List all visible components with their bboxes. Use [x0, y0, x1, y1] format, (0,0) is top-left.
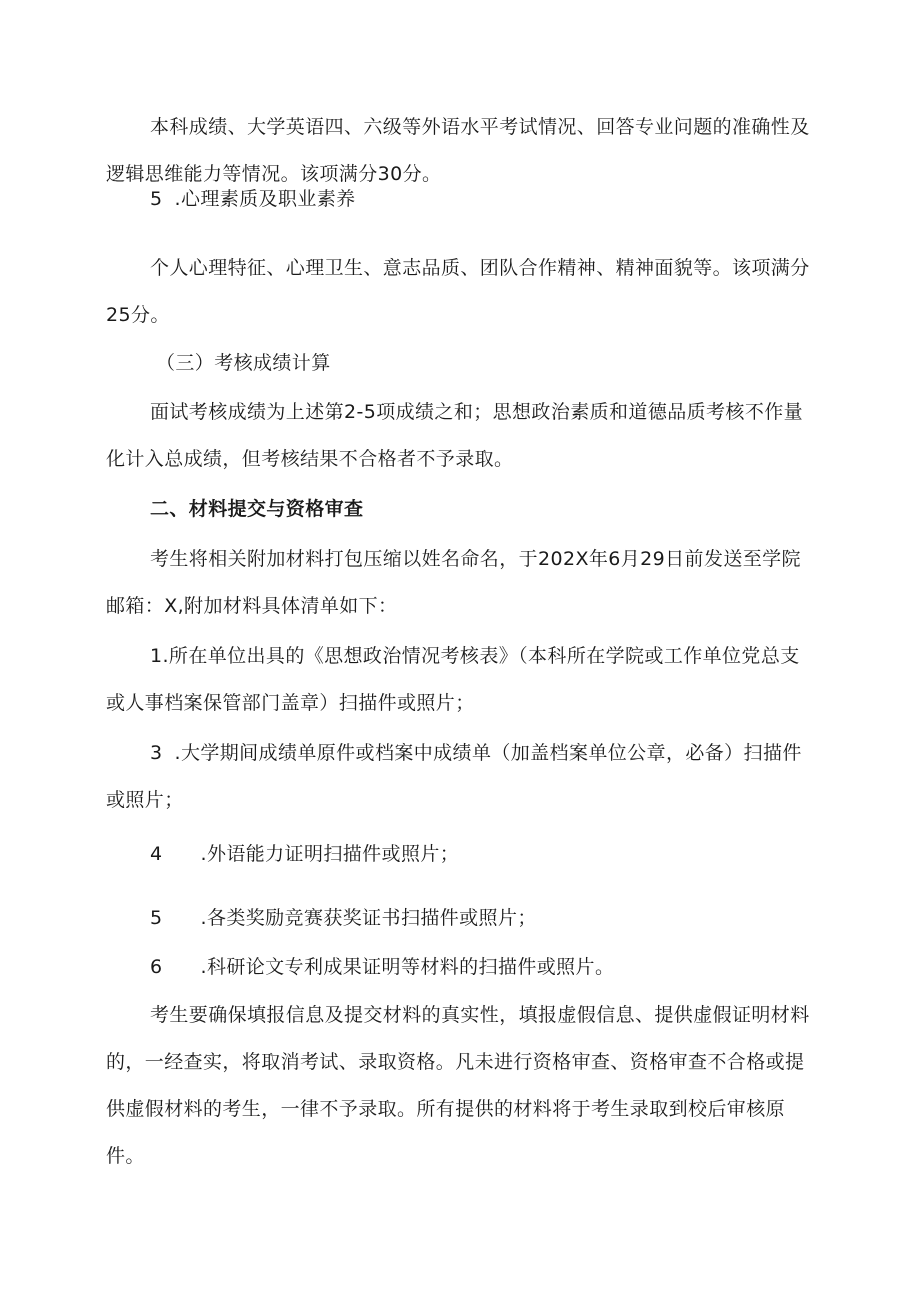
heading-text: .心理素质及职业素养 — [174, 188, 356, 210]
list-item-1: 1.所在单位出具的《思想政治情况考核表》（本科所在学院或工作单位党总支或人事档案保管部门盖章）扫描件或照片； — [106, 645, 800, 714]
paragraph-psychology: 个人心理特征、心理卫生、意志品质、团队合作精神、精神面貌等。该项满分25分。 — [106, 257, 810, 326]
paragraph-submission: 考生将相关附加材料打包压缩以姓名命名，于202X年6月29日前发送至学院邮箱：X,附加材料具体清单如下： — [106, 548, 801, 617]
list-item-text: .大学期间成绩单原件或档案中成绩单（加盖档案单位公章，必备）扫描件或照片； — [106, 742, 802, 811]
paragraph-score-calculation: 面试考核成绩为上述第2-5项成绩之和；思想政治素质和道德品质考核不作量化计入总成绩，但考核结果不合格者不予录取。 — [106, 401, 804, 470]
heading-section-2: 二、材料提交与资格审查 — [150, 498, 364, 520]
list-item-text: .各类奖励竞赛获奖证书扫描件或照片； — [200, 907, 537, 929]
list-item-text: .外语能力证明扫描件或照片； — [200, 843, 460, 865]
list-item-number: 3 — [150, 742, 163, 764]
list-item-4 — [150, 831, 459, 878]
list-item-6 — [150, 944, 614, 991]
heading-psychology — [150, 176, 356, 223]
heading-number: 5 — [150, 188, 163, 210]
list-item-text: .科研论文专利成果证明等材料的扫描件或照片。 — [200, 956, 615, 978]
list-item-number: 6 — [150, 956, 163, 978]
list-item-3 — [106, 730, 816, 824]
paragraph-authenticity: 考生要确保填报信息及提交材料的真实性，填报虚假信息、提供虚假证明材料的，一经查实，将取消考试、录取资格。凡未进行资格审查、资格审查不合格或提供虚假材料的考生，一律不予录取。所有提供的材料将于考生录取到校后审核原件。 — [106, 1004, 810, 1167]
heading-score-calculation: （三）考核成绩计算 — [156, 352, 331, 374]
list-item-5 — [150, 895, 537, 942]
list-item-number: 5 — [150, 907, 163, 929]
list-item-number: 4 — [150, 843, 163, 865]
paragraph-score-criteria: 本科成绩、大学英语四、六级等外语水平考试情况、回答专业问题的准确性及逻辑思维能力等情况。该项满分30分。 — [106, 116, 810, 185]
